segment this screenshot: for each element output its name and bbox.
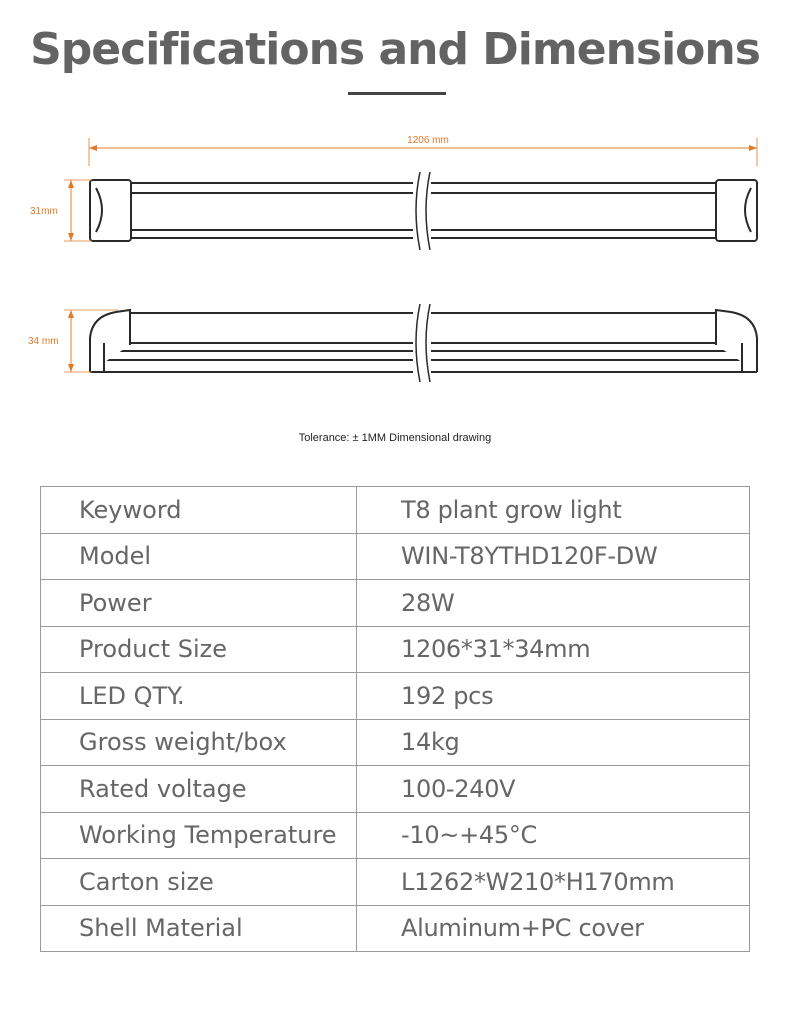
spec-key: Product Size (41, 626, 357, 673)
height-label: 34 mm (28, 336, 59, 347)
spec-value: -10~+45°C (357, 812, 750, 859)
tolerance-note: Tolerance: ± 1MM Dimensional drawing (298, 432, 492, 444)
table-row (41, 766, 750, 813)
table-row (41, 580, 750, 627)
spec-key: Power (41, 580, 357, 627)
spec-key: Keyword (41, 487, 357, 534)
spec-value: 100-240V (357, 766, 750, 813)
table-row (41, 487, 750, 534)
spec-key: Rated voltage (41, 766, 357, 813)
spec-key: Working Temperature (41, 812, 357, 859)
width-label: 31mm (30, 206, 58, 217)
spec-value: 192 pcs (357, 673, 750, 720)
spec-key: Shell Material (41, 905, 357, 952)
table-row (41, 812, 750, 859)
table-row (41, 905, 750, 952)
dimension-drawing (0, 110, 790, 430)
table-row (41, 626, 750, 673)
spec-value: L1262*W210*H170mm (357, 859, 750, 906)
title-divider (348, 92, 446, 95)
spec-value: 1206*31*34mm (357, 626, 750, 673)
table-row (41, 719, 750, 766)
page-title: Specifications and Dimensions (30, 24, 760, 75)
spec-value: 14kg (357, 719, 750, 766)
spec-value: T8 plant grow light (357, 487, 750, 534)
spec-key: Carton size (41, 859, 357, 906)
spec-value: 28W (357, 580, 750, 627)
table-row (41, 533, 750, 580)
spec-value: Aluminum+PC cover (357, 905, 750, 952)
table-row (41, 673, 750, 720)
spec-key: Model (41, 533, 357, 580)
spec-key: Gross weight/box (41, 719, 357, 766)
table-row (41, 859, 750, 906)
spec-key: LED QTY. (41, 673, 357, 720)
length-label: 1206 mm (407, 135, 449, 146)
spec-value: WIN-T8YTHD120F-DW (357, 533, 750, 580)
width-dimension (64, 180, 92, 241)
specifications-table (40, 486, 750, 952)
